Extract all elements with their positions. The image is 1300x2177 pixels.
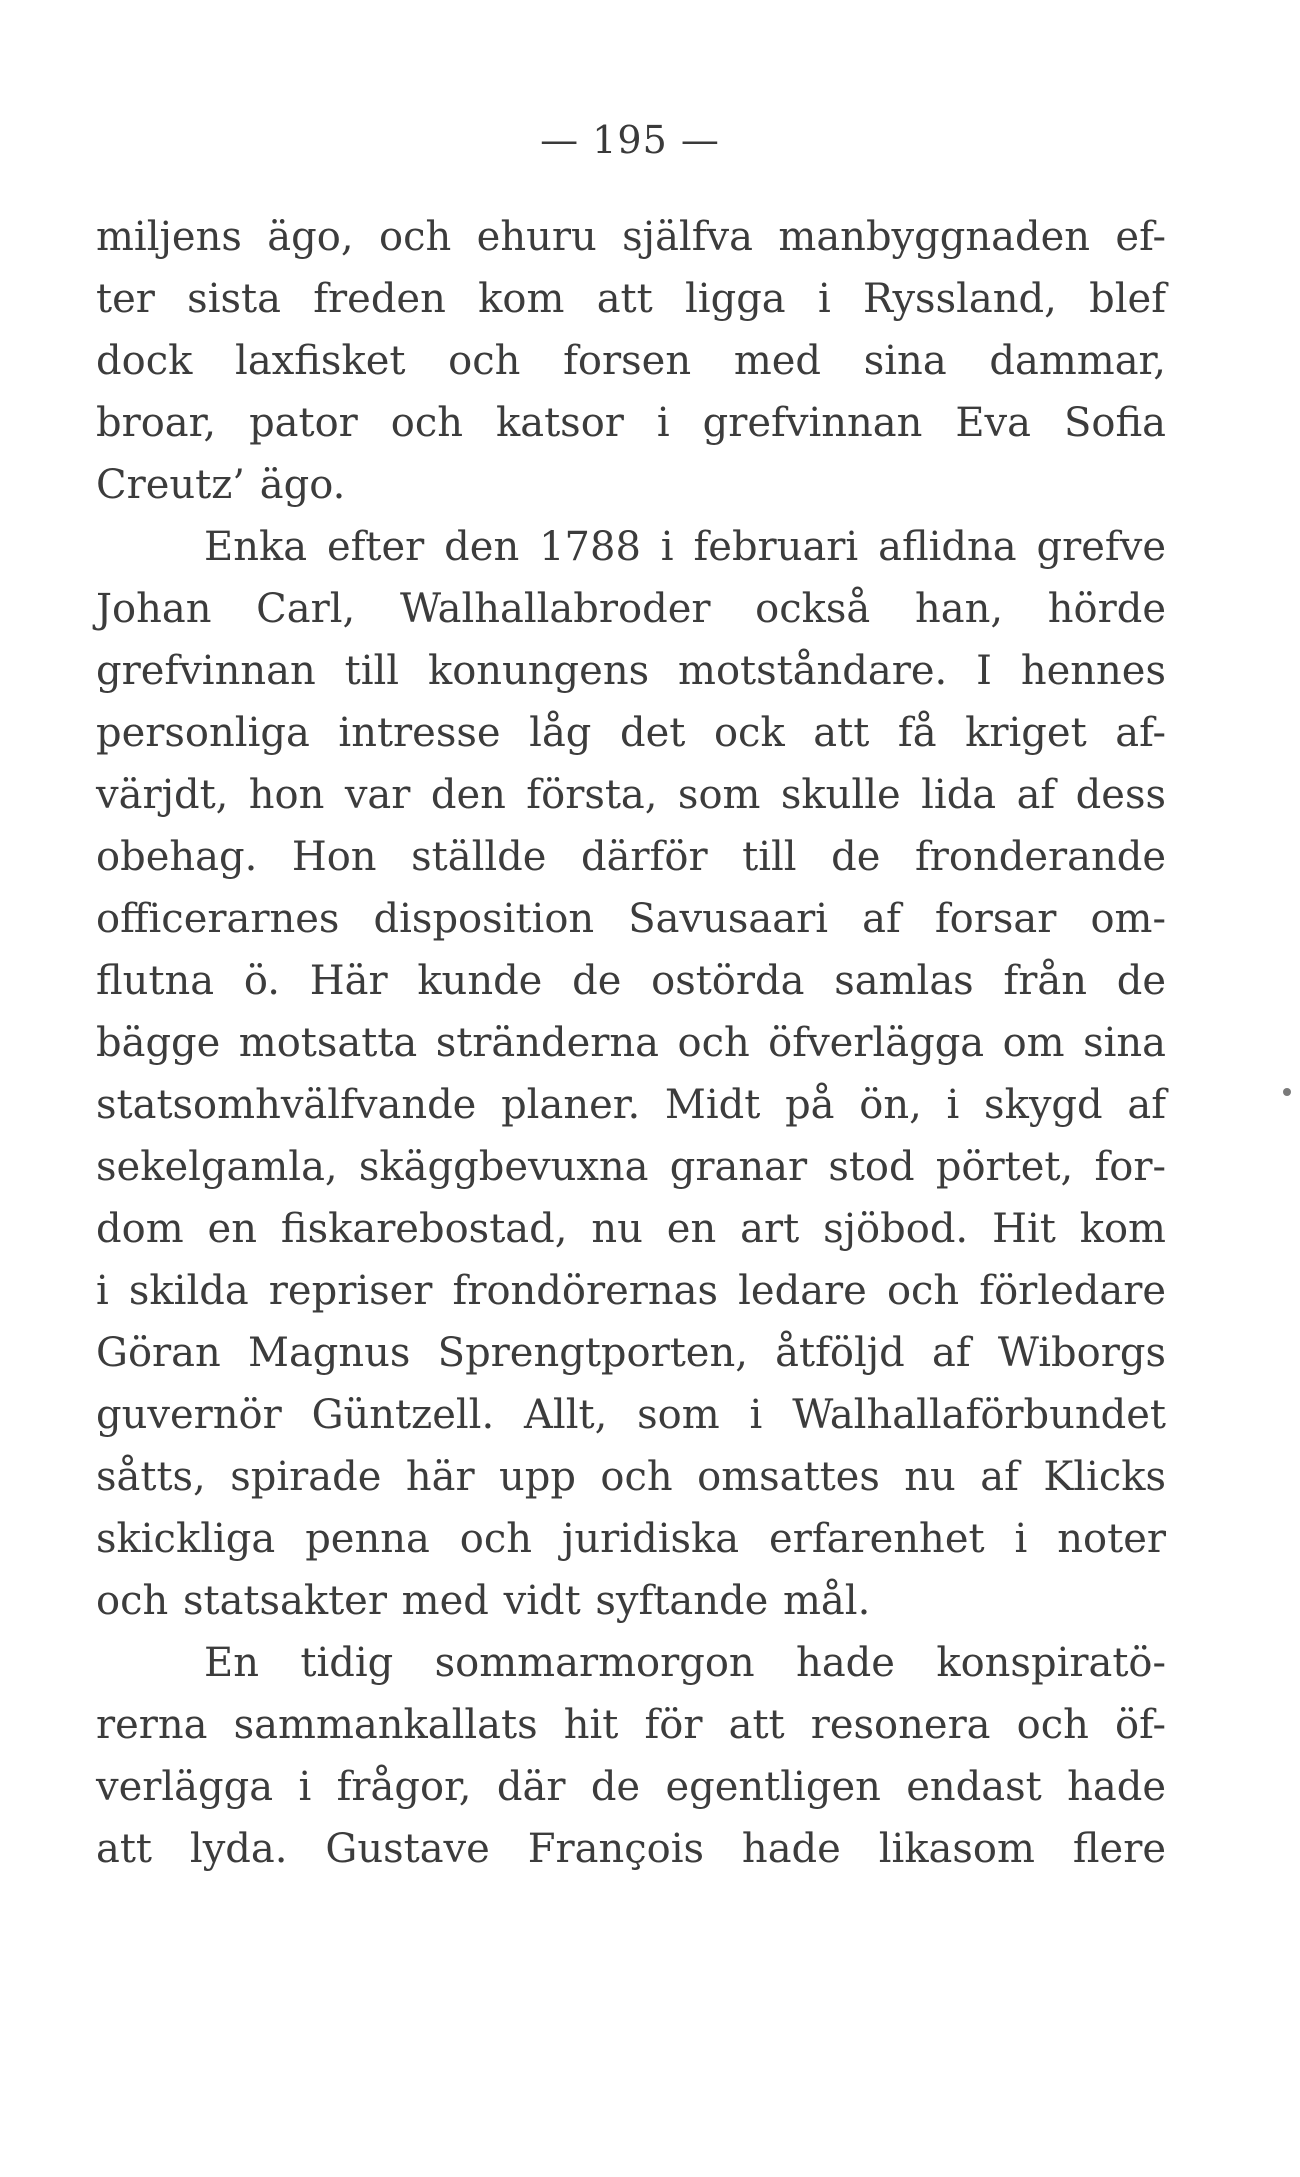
text-line: skickliga penna och juridiska erfarenhet i noter: [96, 1516, 1166, 1562]
text-line: Göran Magnus Sprengtporten, åtföljd af Wiborgs: [96, 1330, 1166, 1376]
text-line: och statsakter med vidt syftande mål.: [96, 1578, 871, 1624]
text-line: Creutz’ ägo.: [96, 462, 346, 508]
text-line: att lyda. Gustave François hade likasom flere: [96, 1826, 1166, 1872]
page-number: — 195 —: [540, 118, 720, 162]
text-line: ter sista freden kom att ligga i Ryssland, blef: [96, 276, 1166, 322]
text-line: dom en fiskarebostad, nu en art sjöbod. Hit kom: [96, 1206, 1166, 1252]
margin-speck-mark: [1283, 1088, 1291, 1096]
text-line: officerarnes disposition Savusaari af forsar om-: [96, 896, 1166, 942]
text-line: miljens ägo, och ehuru själfva manbyggnaden ef-: [96, 214, 1166, 260]
text-line: grefvinnan till konungens motståndare. I hennes: [96, 648, 1166, 694]
text-line: värjdt, hon var den första, som skulle lida af dess: [96, 772, 1166, 818]
text-line: guvernör Güntzell. Allt, som i Walhallaförbundet: [96, 1392, 1166, 1438]
text-line: bägge motsatta stränderna och öfverlägga om sina: [96, 1020, 1166, 1066]
text-line: personliga intresse låg det ock att få kriget af-: [96, 710, 1166, 756]
text-line: statsomhvälfvande planer. Midt på ön, i skygd af: [96, 1082, 1166, 1128]
text-line: Enka efter den 1788 i februari aflidna grefve: [204, 524, 1166, 570]
body-text: [96, 206, 1166, 1880]
text-line: rerna sammankallats hit för att resonera och öf-: [96, 1702, 1166, 1748]
text-line: verlägga i frågor, där de egentligen endast hade: [96, 1764, 1166, 1810]
text-line: En tidig sommarmorgon hade konspiratö-: [204, 1640, 1166, 1686]
text-line: broar, pator och katsor i grefvinnan Eva Sofia: [96, 400, 1166, 446]
text-line: sekelgamla, skäggbevuxna granar stod pörtet, for-: [96, 1144, 1166, 1190]
text-line: i skilda repriser frondörernas ledare och förledare: [96, 1268, 1166, 1314]
text-line: obehag. Hon ställde därför till de fronderande: [96, 834, 1166, 880]
text-line: Johan Carl, Walhallabroder också han, hörde: [96, 586, 1166, 632]
text-line: flutna ö. Här kunde de ostörda samlas från de: [96, 958, 1166, 1004]
text-line: dock laxfisket och forsen med sina dammar,: [96, 338, 1166, 384]
text-line: såtts, spirade här upp och omsattes nu af Klicks: [96, 1454, 1166, 1500]
